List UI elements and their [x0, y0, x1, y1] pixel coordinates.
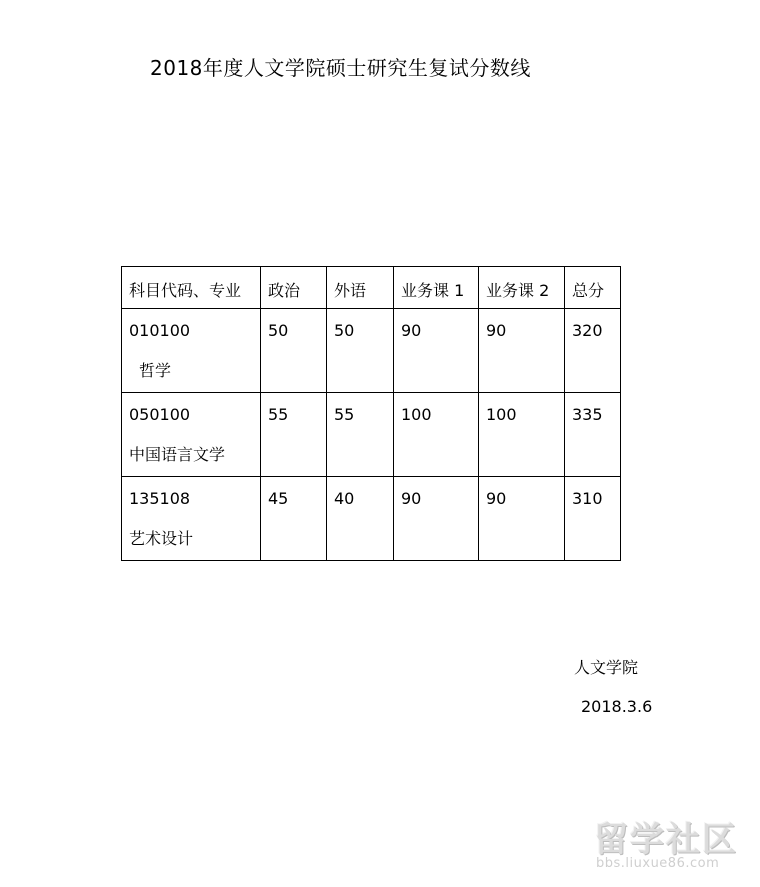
course-1-score: 90: [394, 309, 479, 393]
header-total: 总分: [565, 267, 621, 309]
total-score: 335: [565, 393, 621, 477]
subject-cell: [122, 393, 261, 477]
table-row: [122, 477, 621, 561]
subject-cell: [122, 309, 261, 393]
course-2-score: 100: [479, 393, 565, 477]
subject-code: 135108: [129, 489, 191, 508]
header-subject: 科目代码、专业: [122, 267, 261, 309]
subject-name: 哲学: [139, 361, 172, 380]
course-2-score: 90: [479, 477, 565, 561]
department-signature: 人文学院: [574, 658, 639, 677]
site-watermark: [590, 812, 755, 877]
header-politics: 政治: [261, 267, 327, 309]
header-course-1: 业务课 1: [394, 267, 479, 309]
politics-score: 50: [261, 309, 327, 393]
total-score: 320: [565, 309, 621, 393]
course-1-score: 100: [394, 393, 479, 477]
header-course-2: 业务课 2: [479, 267, 565, 309]
course-2-score: 90: [479, 309, 565, 393]
table-row: [122, 309, 621, 393]
score-table: [121, 266, 621, 561]
signature-date: 2018.3.6: [581, 697, 653, 716]
total-score: 310: [565, 477, 621, 561]
page-title: 2018年度人文学院硕士研究生复试分数线: [150, 56, 531, 80]
header-language: 外语: [327, 267, 394, 309]
table-row: [122, 393, 621, 477]
language-score: 40: [327, 477, 394, 561]
language-score: 55: [327, 393, 394, 477]
politics-score: 45: [261, 477, 327, 561]
table-header-row: [122, 267, 621, 309]
subject-name: 中国语言文学: [129, 445, 226, 464]
course-1-score: 90: [394, 477, 479, 561]
watermark-logo-text: 留学社区: [594, 820, 738, 860]
subject-name: 艺术设计: [129, 529, 194, 548]
watermark-url: bbs.liuxue86.com: [596, 856, 720, 871]
subject-cell: [122, 477, 261, 561]
language-score: 50: [327, 309, 394, 393]
subject-code: 010100: [129, 321, 191, 340]
subject-code: 050100: [129, 405, 191, 424]
politics-score: 55: [261, 393, 327, 477]
